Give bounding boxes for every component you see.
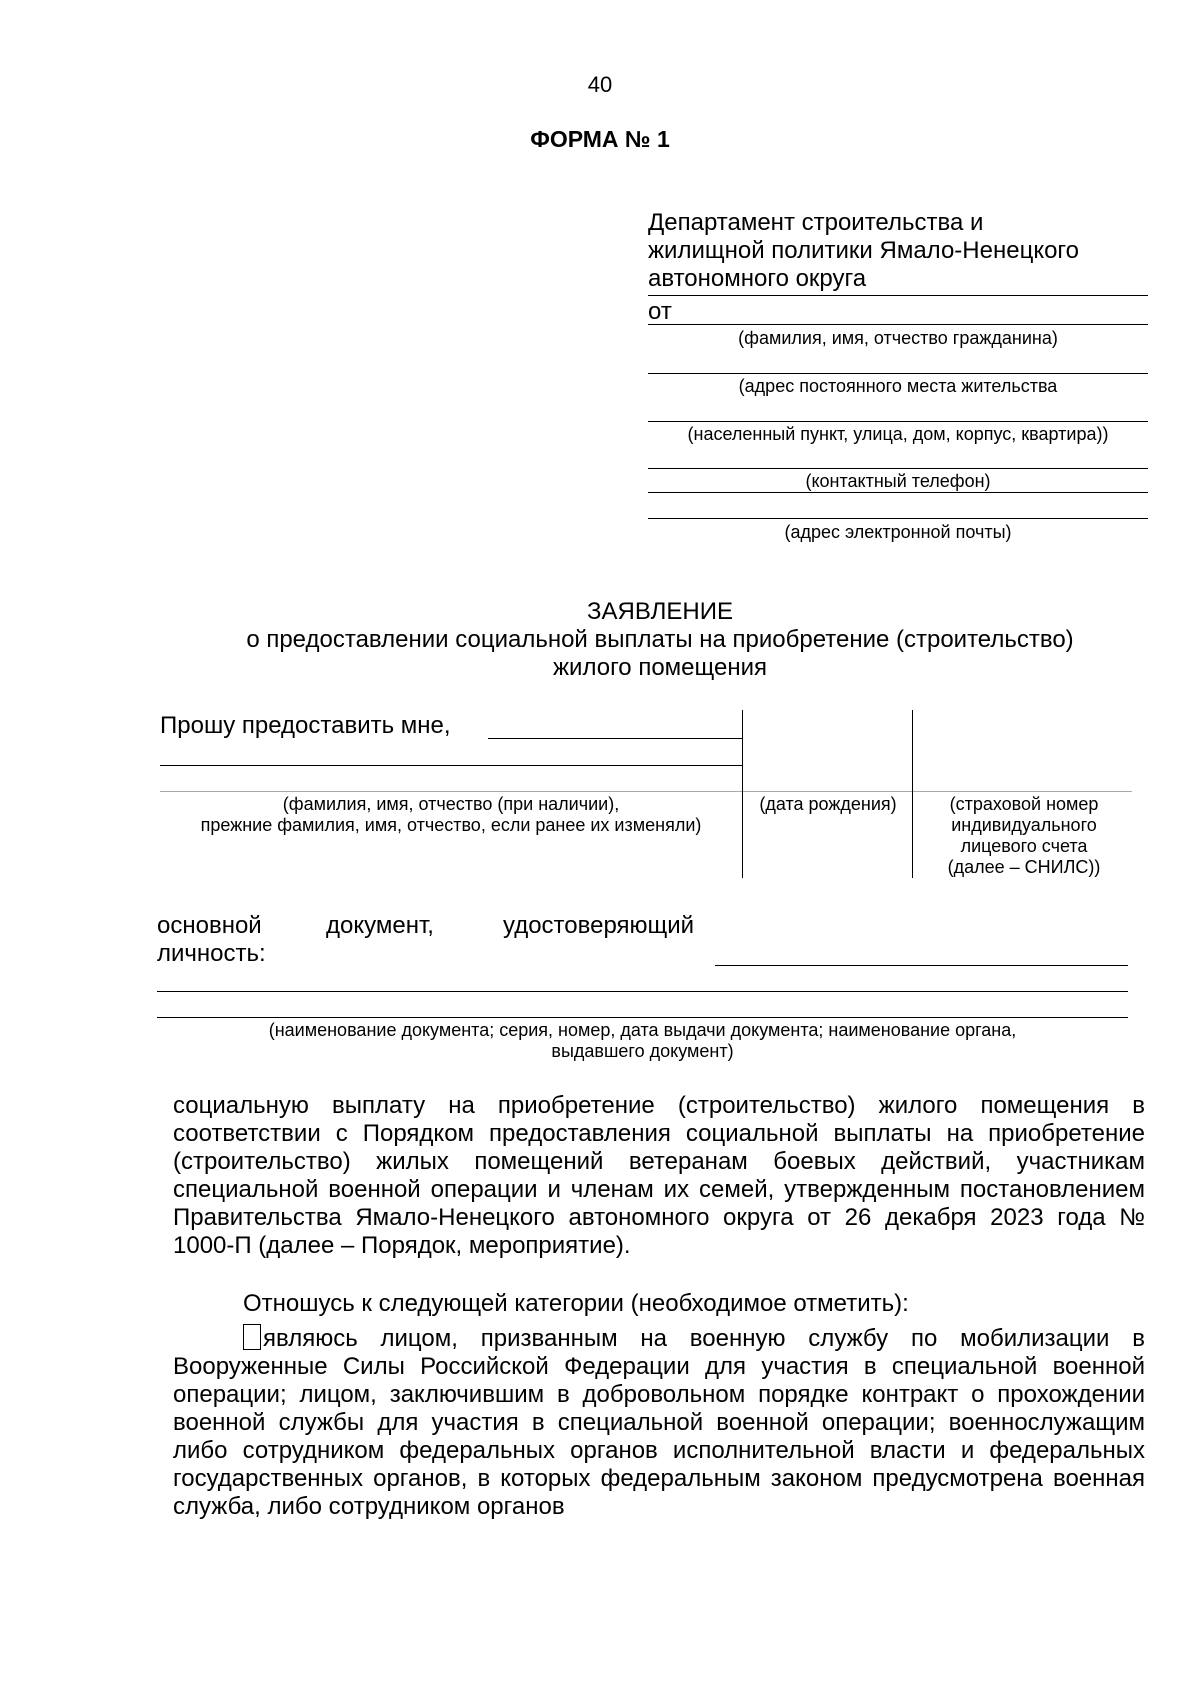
category-option-1-text: являюсь лицом, призванным на военную службу по мобилизации в Вооруженные Силы Российской Федерации для участия в специальной военной операции; лицом, заключившим в добровольном порядке контракт о прохождении военной службы для участия в специальной военной операции; военнослужащим либо сотрудником федеральных органов исполнительной власти и федеральных государственных органов, в которых федеральным законом предусмотрена военная служба, либо сотрудником органов — [173, 1325, 1145, 1520]
birthdate-hint-rule — [742, 791, 912, 792]
statement-subtitle-line-1: о предоставлении социальной выплаты на приобретение (строительство) — [246, 626, 1074, 653]
phone-rule-bottom — [648, 492, 1148, 493]
identity-hint-line-2: выдавшего документ) — [551, 1041, 734, 1061]
snils-hint-line-2: индивидуального — [951, 815, 1097, 835]
form-title: ФОРМА № 1 — [530, 126, 670, 152]
fio-hint — [160, 794, 742, 836]
email-hint: (адрес электронной почты) — [784, 522, 1012, 542]
addressee-line-3: автономного округа — [648, 265, 867, 292]
from-label: от — [648, 298, 672, 325]
page-number: 40 — [587, 72, 613, 97]
phone-field[interactable] — [648, 468, 1148, 469]
identity-field-line-3[interactable] — [157, 1017, 1128, 1018]
identity-hint-line-1: (наименование документа; серия, номер, дата выдачи документа; наименование органа, — [268, 1020, 1017, 1040]
address-detail-field[interactable] — [648, 421, 1148, 422]
category-option-1 — [173, 1324, 1145, 1521]
addressee-rule — [648, 295, 1148, 296]
address-field[interactable] — [648, 373, 1148, 374]
address-hint: (адрес постоянного места жительства — [738, 376, 1058, 396]
fio-field-line-2[interactable] — [160, 765, 742, 766]
identity-field[interactable] — [715, 965, 1128, 966]
identity-word-2: документ, — [326, 912, 434, 939]
fio-hint-line-1: (фамилия, имя, отчество (при наличии), — [282, 794, 620, 814]
category-option-1-checkbox[interactable] — [243, 1324, 261, 1350]
address-detail-hint: (населенный пункт, улица, дом, корпус, квартира)) — [687, 424, 1109, 444]
statement-subtitle-line-2: жилого помещения — [553, 654, 767, 681]
addressee-line-2: жилищной политики Ямало-Ненецкого — [648, 237, 1080, 264]
snils-hint-rule — [912, 791, 1132, 792]
birthdate-hint: (дата рождения) — [759, 794, 897, 814]
snils-hint-line-4: (далее – СНИЛС)) — [947, 857, 1101, 877]
addressee-line-1: Департамент строительства и — [648, 209, 984, 236]
fio-hint-line-2: прежние фамилия, имя, отчество, если ранее их изменяли) — [200, 815, 702, 835]
statement-title: ЗАЯВЛЕНИЕ — [587, 598, 733, 625]
fio-field[interactable] — [488, 738, 742, 739]
name-hint: (фамилия, имя, отчество гражданина) — [738, 328, 1058, 348]
fio-hint-rule — [160, 791, 742, 792]
identity-word-3: удостоверяющий — [503, 912, 695, 939]
email-field[interactable] — [648, 518, 1148, 519]
snils-hint-line-3: лицевого счета — [960, 836, 1088, 856]
snils-hint — [914, 794, 1134, 878]
identity-field-line-2[interactable] — [157, 991, 1128, 992]
identity-word-4: личность: — [157, 940, 266, 967]
name-field[interactable] — [648, 324, 1148, 325]
table-divider-2 — [912, 710, 913, 878]
identity-word-1: основной — [157, 912, 262, 939]
body-paragraph-1: социальную выплату на приобретение (строительство) жилого помещения в соответствии с Порядком предоставления социальной выплаты на приобретение (строительство) жилых помещений ветеранам боевых действий, участникам специальной военной операции и членам их семей, утвержденным постановлением Правительства Ямало-Ненецкого автономного округа от 26 декабря 2023 года № 1000-П (далее – Порядок, мероприятие). — [173, 1092, 1145, 1259]
category-intro: Отношусь к следующей категории (необходимое отметить): — [243, 1290, 909, 1317]
identity-hint — [157, 1020, 1128, 1062]
phone-hint: (контактный телефон) — [805, 471, 991, 491]
request-prefix: Прошу предоставить мне, — [160, 712, 451, 739]
snils-hint-line-1: (страховой номер — [949, 794, 1099, 814]
table-divider-1 — [742, 710, 743, 878]
